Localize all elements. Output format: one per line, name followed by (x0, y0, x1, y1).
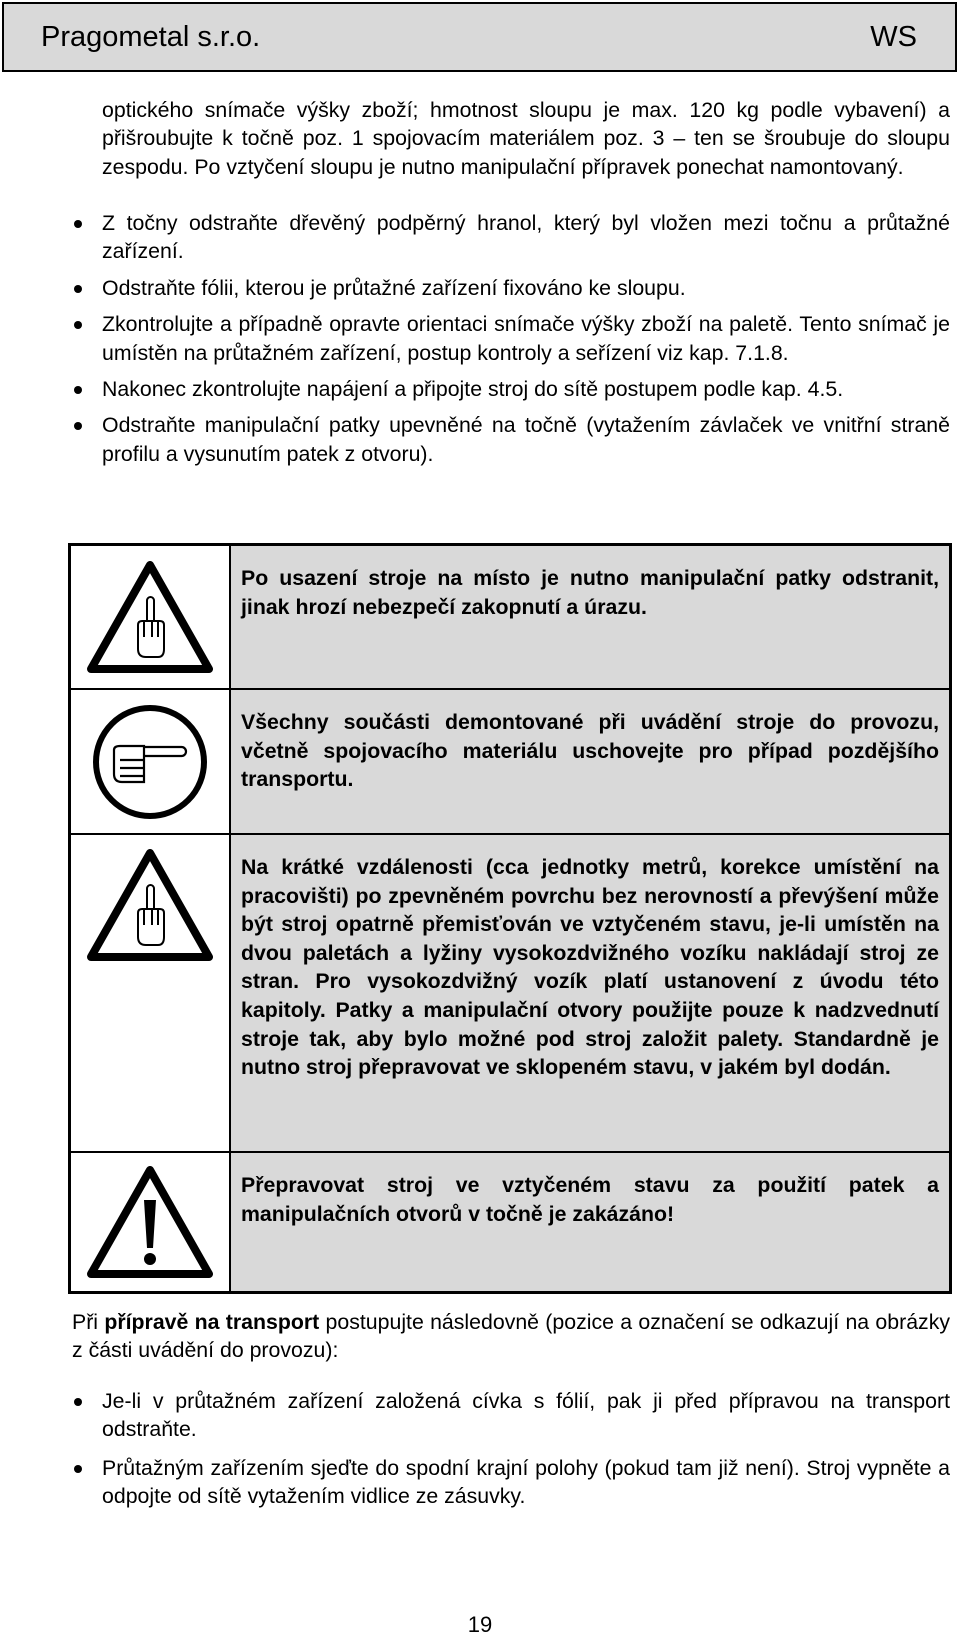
warning-table (68, 543, 952, 1294)
bullet-list-bottom (70, 1387, 950, 1519)
document-code: WS (870, 21, 917, 53)
list-item: Odstraňte manipulační patky upevněné na točně (vytažením závlaček ve vnitřní straně profilu a vysunutím patek z otvoru). (70, 411, 950, 468)
page-number: 19 (467, 1612, 493, 1637)
hand-warning-triangle-icon (71, 546, 231, 690)
list-item: Z točny odstraňte dřevěný podpěrný hranol, který byl vložen mezi točnu a průtažné zařízení. (70, 209, 950, 266)
intro-paragraph: optického snímače výšky zboží; hmotnost sloupu je max. 120 kg podle vybavení) a přišroubujte k točně poz. 1 spojovacím materiálem poz. 3 – ten se šroubuje do sloupu zespodu. Po vztyčení sloupu je nutno manipulační přípravek ponechat namontovaný. (102, 98, 950, 179)
page-header (2, 2, 957, 72)
bullet-icon (74, 321, 82, 329)
pointing-hand-circle-icon (71, 690, 231, 835)
bullet-list-top (70, 209, 950, 476)
warning-cell: Na krátké vzdálenosti (cca jednotky metrů, korekce umístění na pracovišti) po zpevněném povrchu bez nerovností a převýšení může být stroj opatrně přemisťován ve vztyčeném stavu, je-li umístěn na dvou paletách a lyžiny vysokozdvižného vozíku nakládají stroj ze stran. Pro vysokozdvižný vozík platí ustanovení z úvodu této kapitoly. Patky a manipulační otvory použijte pouze k nadzvednutí stroje tak, aby bylo možné pod stroj založit palety. Standardně je nutno stroj přepravovat ve sklopeném stavu, v jakém byl dodán. (231, 835, 949, 1153)
bullet-icon (74, 386, 82, 394)
bullet-icon (74, 422, 82, 430)
bullet-icon (74, 1465, 82, 1473)
hand-warning-triangle-icon (71, 835, 231, 1153)
list-item: Je-li v průtažném zařízení založená cívka s fólií, pak ji před přípravou na transport odstraňte. (70, 1387, 950, 1444)
bullet-icon (74, 285, 82, 293)
company-name: Pragometal s.r.o. (41, 21, 261, 53)
exclamation-warning-triangle-icon (71, 1153, 231, 1291)
list-item: Odstraňte fólii, kterou je průtažné zařízení fixováno ke sloupu. (70, 274, 950, 302)
bullet-icon (74, 1398, 82, 1406)
list-item: Zkontrolujte a případně opravte orientaci snímače výšky zboží na paletě. Tento snímač je umístěn na průtažném zařízení, postup kontroly a seřízení viz kap. 7.1.8. (70, 310, 950, 367)
transport-paragraph: Při přípravě na transport postupujte následovně (pozice a označení se odkazují na obrázky z části uvádění do provozu): (72, 1310, 950, 1363)
warning-cell: Po usazení stroje na místo je nutno manipulační patky odstranit, jinak hrozí nebezpečí zakopnutí a úrazu. (231, 546, 949, 690)
warning-cell: Přepravovat stroj ve vztyčeném stavu za použití patek a manipulačních otvorů v točně je zakázáno! (231, 1153, 949, 1291)
warning-cell: Všechny součásti demontované při uvádění stroje do provozu, včetně spojovacího materiálu uschovejte pro případ pozdějšího transportu. (231, 690, 949, 835)
bullet-icon (74, 220, 82, 228)
list-item: Nakonec zkontrolujte napájení a připojte stroj do sítě postupem podle kap. 4.5. (70, 375, 950, 403)
list-item: Průtažným zařízením sjeďte do spodní krajní polohy (pokud tam již není). Stroj vypněte a odpojte od sítě vytažením vidlice ze zásuvky. (70, 1454, 950, 1511)
